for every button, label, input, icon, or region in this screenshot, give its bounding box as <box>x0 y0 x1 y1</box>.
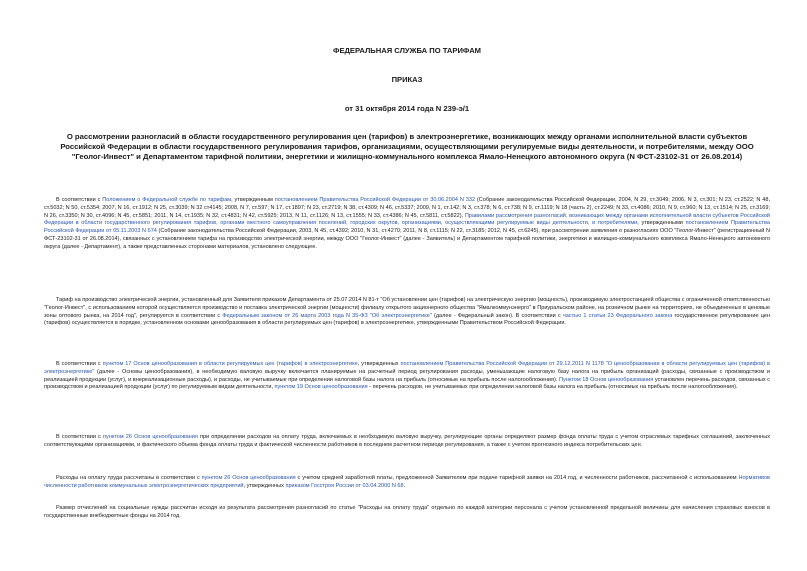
p5-text: . <box>403 482 406 489</box>
link-pricing-basics-p26[interactable]: пунктом 26 Основ ценообразования <box>201 475 296 481</box>
link-decree-332[interactable]: постановлением Правительства Российской Федерации от 30.06.2004 N 332 <box>274 197 476 203</box>
p1-text: (Собрание законодательства Российской Федерации, 2004, N 29, ст.3049; 2006, N 3, ст.301; N 23, ст.2522; N 48, ст.5032; N 50, ст.5354; 2007, N 16, ст.1912; N 25, ст.3039; N 32 ст4145; 2008, N 7, ст.597; N 17, ст.1897; N 23, ст.2719; N 38, ст.4309; N 46, ст.5337; 2009, N 1, ст.142; N 3, ст.378; N 6, ст.738; N 9, ст.1119; N 18 (часть 2), ст.2249; N 33, ст.4086; 2010, N 9, ст.960; N 13, ст.1514; N 25, ст.3169; N 26, ст.3350; N 30, ст.4096; N 45, ст.5851; 2011, N 14, ст.1935; N 32, ст.4831; N 42, ст.5925; 2013, N 11, ст.1126; N 13, ст.1555; N 33, ст.4386; N 45, ст.5811, ст.5822), <box>44 197 770 219</box>
link-fst-regulation[interactable]: Положением о Федеральной службе по тарифам <box>102 197 232 203</box>
p2-text: Тариф на производство электрической энергии, установленный для Заявителя приказом Департамента от 25.07.2014 N 81-т "Об установлении цен (тарифов) на электрическую энергию (мощность), производимую электростанцией общества с ограниченной ответственностью "Геолог-Инвест", с использованием которой осуществляется производство и поставка электрической энергии (мощности) филиалу открытого акционерного общества "Ямалкоммунэнерго" в Приуральском районе, на розничном рынке на территориях, не объединенных в ценовые зоны оптового рынка, на 2014 год", регулируется в соответствии с <box>44 297 770 319</box>
paragraph-1 <box>44 197 770 251</box>
p4-text: при определении расходов на оплату труда, включаемых в необходимую валовую выручку, регулирующие органы определяют размер фонда оплаты труда с учетом отраслевых тарифных соглашений, заключенных соответствующими организациями, и фактического объема фонда оплаты труда и фактической численности работников в последнем расчетном периоде регулирования, а также с учетом прогнозного индекса потребительских цен. <box>44 434 770 448</box>
link-pricing-basics-p26[interactable]: пунктом 26 Основ ценообразования <box>102 434 198 440</box>
document-type: ПРИКАЗ <box>391 75 423 84</box>
p1-text: (Собрание законодательства Российской Федерации, 2003, N 45, ст.4392; 2010, N 31, ст.4270; 2011, N 8, ст.1115; N 22, ст.3185; 2012, N 45, ст.6245), при рассмотрении заявления о разногласиях ООО "Геолог-Инвест" (регистрационный N ФСТ-23102-31 от 26.08.2014), связанных с установлением тарифа на производство электрической энергии, между ООО "Геолог-Инвест" (далее - Заявитель) и Департаментом тарифной политики, энергетики и жилищно-коммунального комплекса Ямало-Ненецкого автономного округа (далее - Департамент), а также представленных сторонами материалов, установлено следующее. <box>44 228 770 250</box>
p1-text: , утвержденными <box>637 220 686 227</box>
link-federal-law-35fz[interactable]: Федеральным законом от 26 марта 2003 года N 35-ФЗ "Об электроэнергетике" <box>222 312 432 319</box>
p3-text: (далее - Основы ценообразования), в необходимую валовую выручку включается планируемые на расчетный период регулирования расходы, уменьшающие налоговую базу налога на прибыль организаций (расходы, связанные с производством и реализацией продукции (услуг), и внереализационные расходы), и расходы, не учитываемые при определении налоговой базы налога на прибыль (относимые на прибыль после налогообложения). <box>44 368 770 383</box>
p3-text: В соответствии с <box>56 361 103 367</box>
p2-text: (далее - Федеральный закон). В соответствии с <box>431 312 563 319</box>
paragraph-6 <box>44 505 770 521</box>
paragraph-3 <box>44 361 770 392</box>
p3-text: установлен перечень расходов, связанных с производством и реализацией продукции (услуг) по регулируемым видам деятельности, <box>44 376 771 391</box>
link-decree-1178[interactable]: постановлением Правительства Российской Федерации от 29.12.2011 N 1178 "О ценообразовании в области регулируемых цен (тарифов) в электроэнергетике" <box>44 361 770 375</box>
document-date: от 31 октября 2014 года N 239-э/1 <box>344 104 470 113</box>
p5-text: Расходы на оплату труда рассчитаны в соответствии с <box>56 475 202 481</box>
paragraph-5 <box>44 475 770 491</box>
p3-text: - перечень расходов, не учитываемых при определении налоговой базы налога на прибыль (относимых на прибыль после налогообложения). <box>367 384 738 391</box>
agency-name: ФЕДЕРАЛЬНАЯ СЛУЖБА ПО ТАРИФАМ <box>332 46 482 55</box>
p2-text: государственное регулирование цен (тарифов) осуществляется в порядке, установленном основами ценообразования в области регулируемых цен (тарифов) в электроэнергетике, утвержденными Правительством Российской Федерации. <box>44 312 770 327</box>
p3-text: , утвержденных <box>357 361 401 367</box>
link-gosstroy-order-68[interactable]: приказом Госстроя России от 03.04.2000 N 68 <box>285 482 404 489</box>
link-dispute-rules[interactable]: Правилами рассмотрения разногласий, возникающих между органами исполнительной власти субъектов Российской Федерации в области государственного регулирования тарифов, органами местного самоуправления поселений, городских округов, организациями, осуществляющими регулируемые виды деятельности, и потребителями <box>44 212 771 227</box>
p1-text: , утвержденным <box>231 197 275 203</box>
link-decree-674[interactable]: постановлением Правительства Российской Федерации от 05.11.2003 N 674 <box>44 220 770 234</box>
document-title: О рассмотрении разногласий в области государственного регулирования цен (тарифов) в электроэнергетике, возникающих между органами исполнительной власти субъектов Российской Федерации в области государственного регулирования тарифов, организациями, осуществляющими регулируемые виды деятельности, и потребителями, между ООО "Геолог-Инвест" и Департаментом тарифной политики, энергетики и жилищно-коммунального комплекса Ямало-Ненецкого автономного округа (N ФСТ-23102-31 от 26.08.2014) <box>60 132 754 161</box>
paragraph-2 <box>44 297 770 328</box>
p5-text: с учетом средней заработной платы, предложенной Заявителем при подаче тарифной заявки на 2014 год, и численности работников, рассчитанной с использованием <box>295 475 739 481</box>
link-pricing-basics-p17[interactable]: пунктом 17 Основ ценообразования в области регулируемых цен (тарифов) в электроэнергетике <box>102 361 358 367</box>
p6-text: Размер отчислений на социальные нужды рассчитан исходя из результата рассмотрения разногласий по статье "Расходы на оплату труда" отдельно по каждой категории персонала с учетом установленной предельной величины для начисления страховых взносов в государственные внебюджетные фонды на 2014 год. <box>44 505 770 519</box>
p4-text: В соответствии с <box>56 434 103 440</box>
paragraph-4 <box>44 434 770 450</box>
link-staffing-norms[interactable]: Нормативов численности работников коммунальных электроэнергетических предприятий <box>44 475 770 489</box>
p5-text: , утвержденных <box>243 482 286 489</box>
p1-text: В соответствии с <box>56 197 103 203</box>
link-pricing-basics-p19[interactable]: пунктом 19 Основ ценообразования <box>274 384 368 391</box>
link-article-23[interactable]: частью 1 статьи 23 Федерального закона <box>562 312 673 319</box>
link-pricing-basics-p18[interactable]: Пунктом 18 Основ ценообразования <box>559 376 654 383</box>
